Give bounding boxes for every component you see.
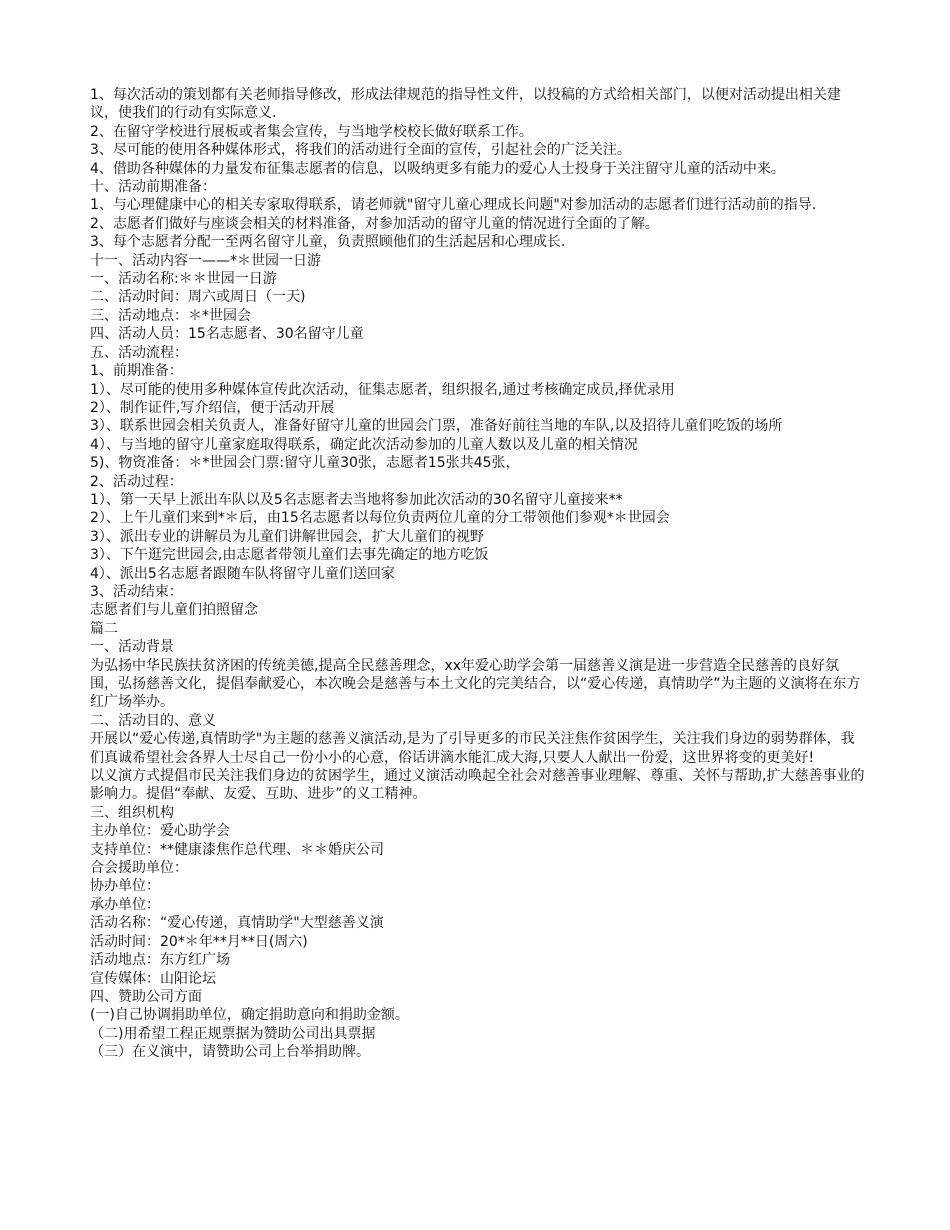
text-line: 宣传媒体：山阳论坛	[90, 970, 216, 987]
text-line: （三）在义演中，请赞助公司上台举捐助牌。	[90, 1044, 370, 1061]
section-heading: 四、赞助公司方面	[90, 988, 202, 1005]
text-line: 3）、联系世园会相关负责人，准备好留守儿童的世园会门票，准备好前往当地的车队,以及招待儿童们吃饭的场所	[90, 418, 783, 435]
text-line: 4、借助各种媒体的力量发布征集志愿者的信息，以吸纳更多有能力的爱心人士投身于关注留守儿童的活动中来。	[90, 160, 785, 177]
text-line: 1、与心理健康中心的相关专家取得联系，请老师就"留守儿童心理成长问题"对参加活动的志愿者们进行活动前的指导.	[90, 197, 817, 214]
text-line: 1）、第一天早上派出车队以及5名志愿者去当地将参加此次活动的30名留守儿童接来**	[90, 491, 623, 508]
text-line: 主办单位：爱心助学会	[90, 823, 230, 840]
text-line: 3、尽可能的使用各种媒体形式，将我们的活动进行全面的宣传，引起社会的广泛关注。	[90, 142, 631, 159]
text-line: 以义演方式提倡市民关注我们身边的贫困学生，通过义演活动唤起全社会对慈善事业理解、尊重、关怀与帮助,扩大慈善事业的影响力。提倡“奉献、友爱、互助、进步”的义工精神。	[90, 768, 865, 803]
text-line: 2、志愿者们做好与座谈会相关的材料准备，对参加活动的留守儿童的情况进行全面的了解。	[90, 215, 659, 232]
text-line: 1、前期准备：	[90, 363, 183, 380]
section-heading: 一、活动背景	[90, 639, 174, 656]
text-line: 活动名称：“爱心传递，真情助学"大型慈善义演	[90, 915, 384, 932]
text-line: 2）、制作证件,写介绍信，便于活动开展	[90, 399, 335, 416]
text-line: 2）、上午儿童们来到*＊后，由15名志愿者以每位负责两位儿童的分工带领他们参观*＊世园会	[90, 510, 670, 527]
text-line: 3）、派出专业的讲解员为儿童们讲解世园会，扩大儿童们的视野	[90, 528, 484, 545]
text-line: 3、活动结束：	[90, 583, 183, 600]
document-body	[90, 86, 865, 1062]
text-line: 3、每个志愿者分配一至两名留守儿童，负责照顾他们的生活起居和心理成长.	[90, 234, 566, 251]
text-line: 5)、物资准备：＊*世园会门票:留守儿童30张，志愿者15张共45张，	[90, 455, 520, 472]
text-line: 承办单位：	[90, 896, 160, 913]
text-line: 3）、下午逛完世园会,由志愿者带领儿童们去事先确定的地方吃饭	[90, 547, 489, 564]
text-line: 四、活动人员：15名志愿者、30名留守儿童	[90, 326, 364, 343]
text-line: (一)自己协调捐助单位，确定捐助意向和捐助金额。	[90, 1007, 409, 1024]
text-line: 4）、派出5名志愿者跟随车队将留守儿童们送回家	[90, 565, 395, 582]
text-line: 活动地点：东方红广场	[90, 952, 230, 969]
text-line: 合会援助单位：	[90, 860, 188, 877]
text-line: 1）、尽可能的使用多种媒体宣传此次活动，征集志愿者，组织报名,通过考核确定成员,择优录用	[90, 381, 675, 398]
section-heading: 二、活动目的、意义	[90, 712, 216, 729]
text-line: 五、活动流程：	[90, 344, 188, 361]
text-line: 4）、与当地的留守儿童家庭取得联系，确定此次活动参加的儿童人数以及儿童的相关情况	[90, 436, 638, 453]
text-line: 支持单位：**健康漆焦作总代理、＊＊婚庆公司	[90, 841, 384, 858]
section-heading: 十一、活动内容一——*＊世园一日游	[90, 252, 321, 269]
text-line: 开展以“爱心传递,真情助学"为主题的慈善义演活动,是为了引导更多的市民关注焦作贫困学生，关注我们身边的弱势群体，我们真诚希望社会各界人士尽自己一份小小的心意，俗话讲滴水能汇成大海,只要人人献出一份爱，这世界将变的更美好!	[90, 731, 855, 766]
section-heading: 篇二	[90, 620, 118, 637]
text-line: 活动时间：20*＊年**月**日(周六)	[90, 933, 308, 950]
text-line: 一、活动名称:＊＊世园一日游	[90, 271, 277, 288]
text-line: 二、活动时间：周六或周日（一天)	[90, 289, 306, 306]
text-line: （二)用希望工程正规票据为赞助公司出具票据	[90, 1025, 376, 1042]
text-line: 志愿者们与儿童们拍照留念	[90, 602, 258, 619]
text-line: 2、在留守学校进行展板或者集会宣传，与当地学校校长做好联系工作。	[90, 123, 533, 140]
text-line: 1、每次活动的策划都有关老师指导修改，形成法律规范的指导性文件，以投稿的方式给相关部门，以便对活动提出相关建议，使我们的行动有实际意义.	[90, 87, 841, 122]
section-heading: 三、组织机构	[90, 804, 174, 821]
section-heading: 十、活动前期准备：	[90, 179, 216, 196]
text-line: 为弘扬中华民族扶贫济困的传统美德,提高全民慈善理念，xx年爱心助学会第一届慈善义演是进一步营造全民慈善的良好氛围，弘扬慈善文化，提倡奉献爱心，本次晚会是慈善与本土文化的完美结合，以“爱心传递，真情助学”为主题的义演将在东方红广场举办。	[90, 657, 861, 711]
text-line: 三、活动地点：＊*世园会	[90, 307, 251, 324]
text-line: 2、活动过程：	[90, 473, 183, 490]
text-line: 协办单位：	[90, 878, 160, 895]
